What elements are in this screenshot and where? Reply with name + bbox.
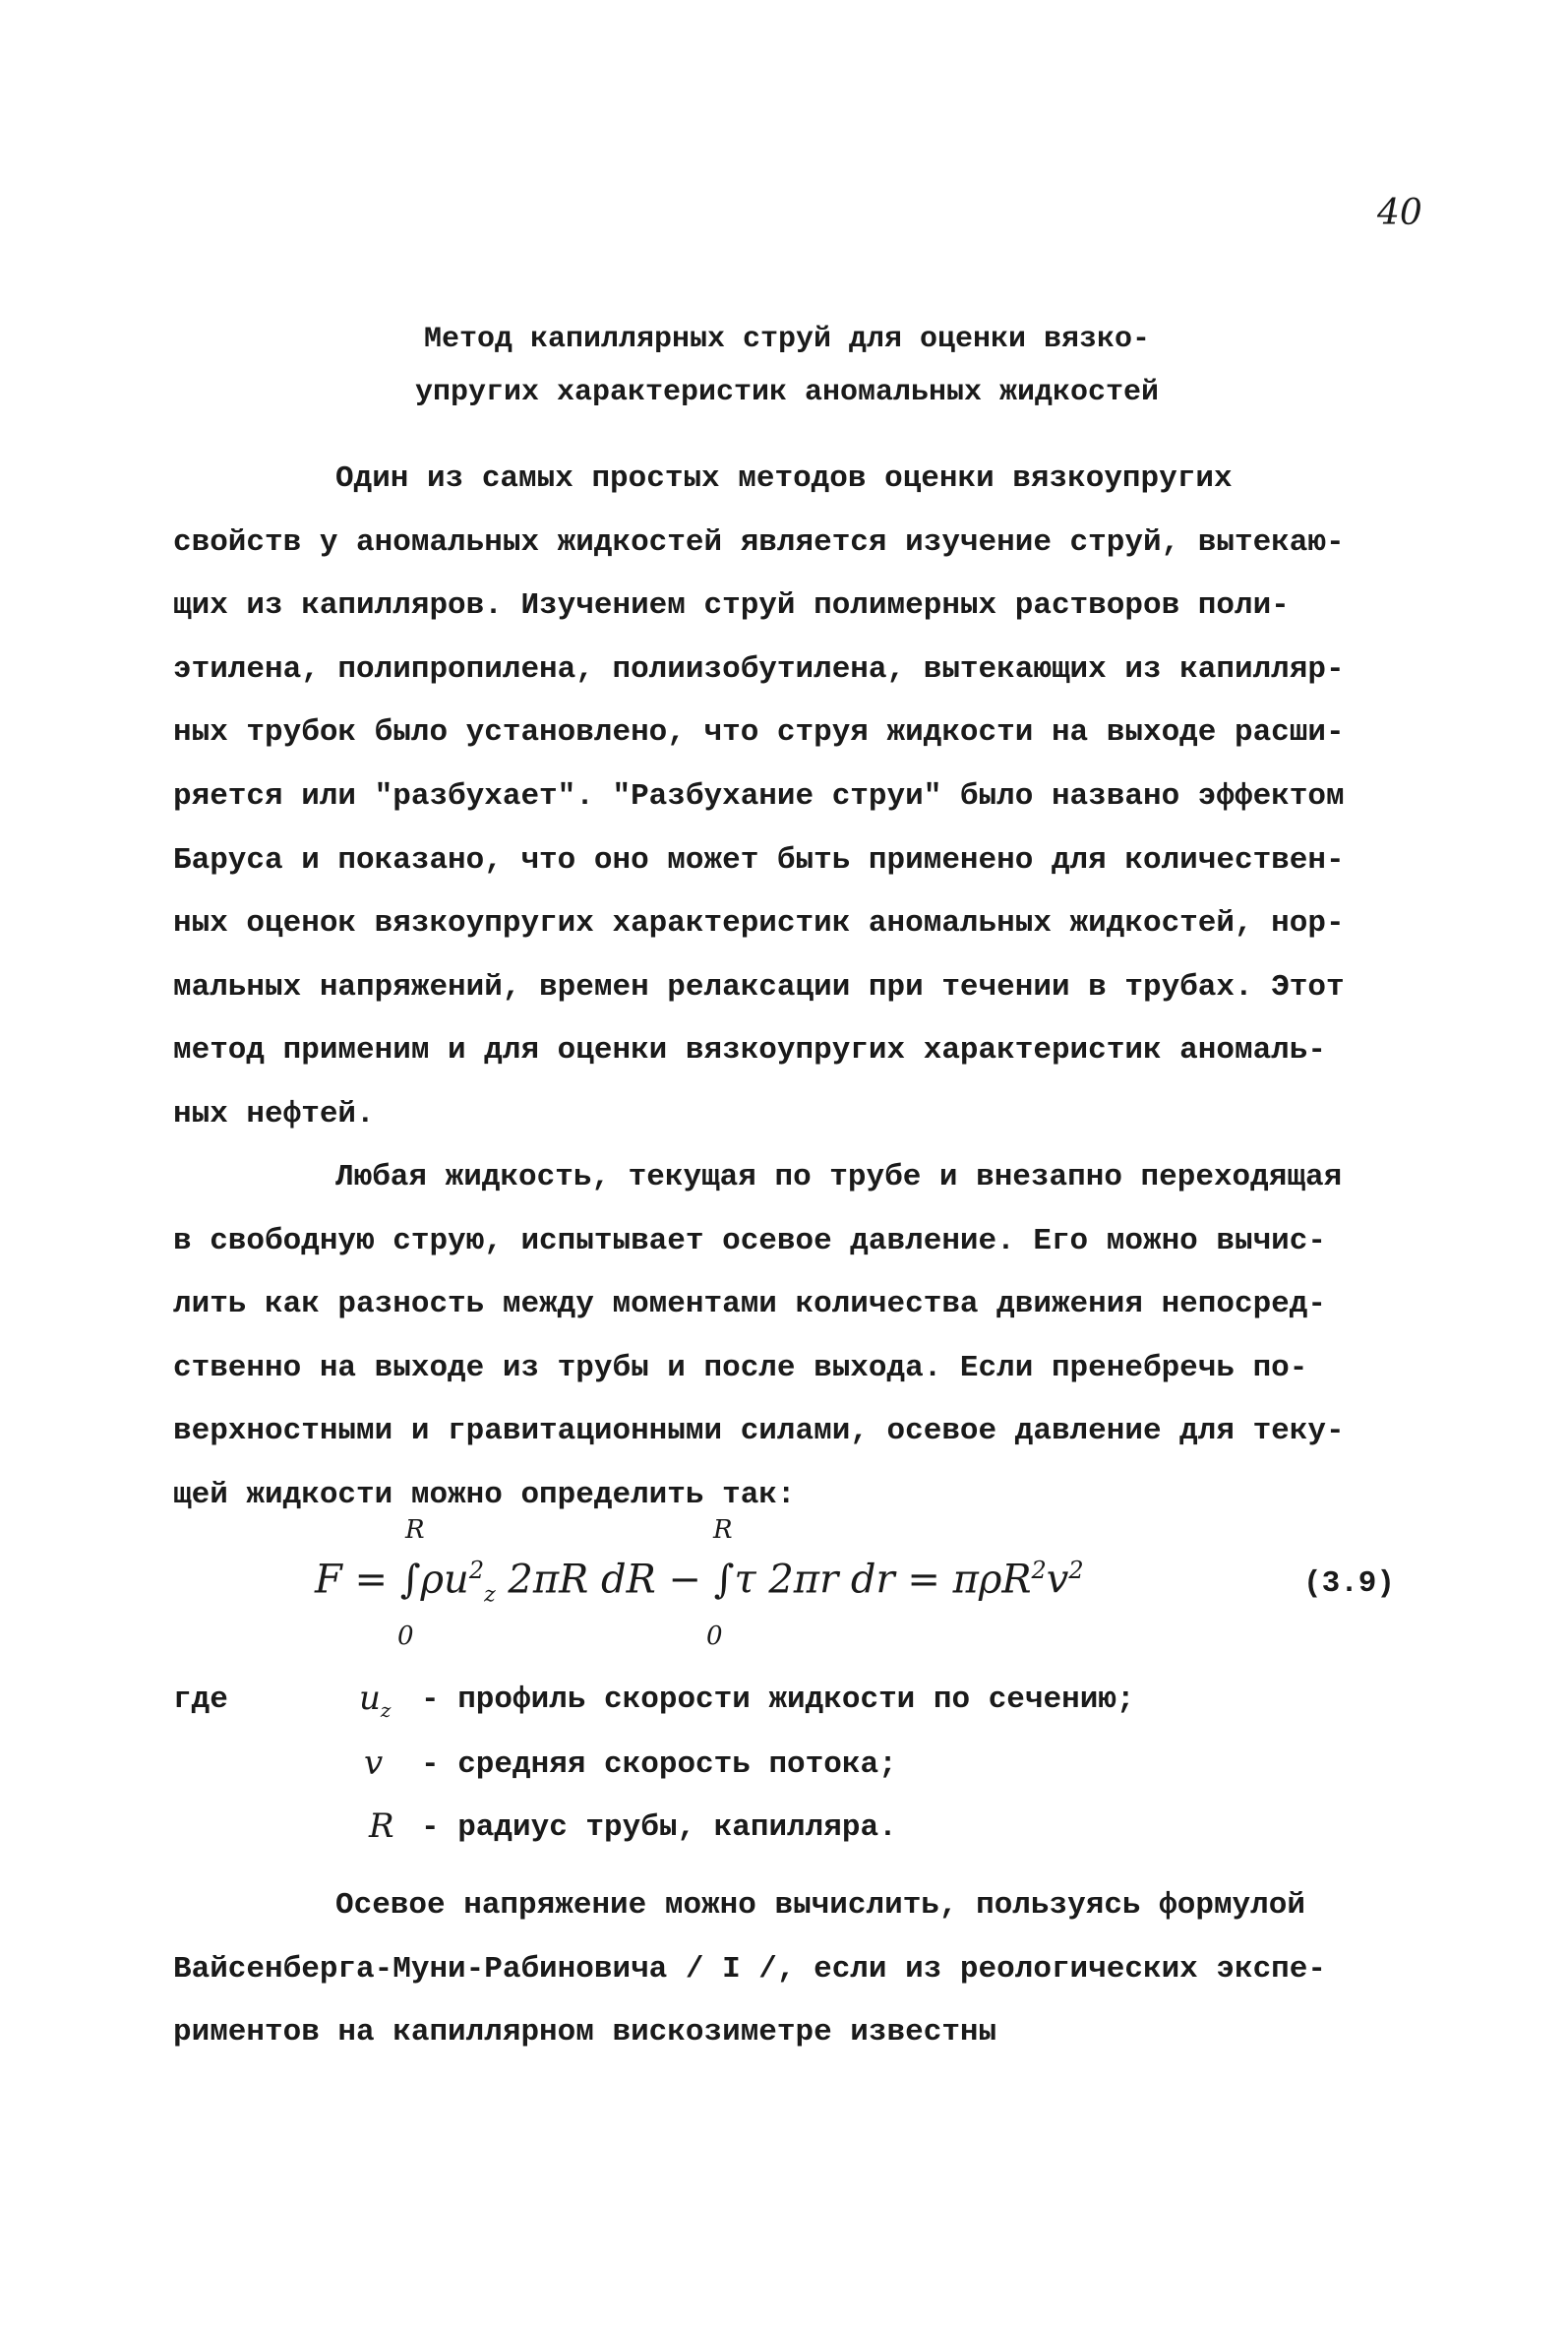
formula-expression (315, 1557, 1084, 1607)
symbol-text: v (364, 1744, 384, 1783)
handwritten-formula (315, 1515, 1141, 1663)
paragraph-line: щей жидкости можно определить так: (173, 1477, 796, 1512)
where-row-2 (0, 1744, 1568, 1806)
paragraph-3 (173, 1874, 1422, 2065)
section-title (295, 313, 1279, 419)
paragraph-line: метод применим и для оценки вязкоупругих характеристик аномаль- (173, 1033, 1326, 1069)
formula-term-1-rest: 2πR dR − (495, 1557, 714, 1603)
paragraph-line: Любая жидкость, текущая по трубе и внезапно переходящая (335, 1160, 1343, 1194)
where-label: где (173, 1683, 228, 1717)
paragraph-line: ных трубок было установлено, что струя жидкости на выходе расши- (173, 715, 1345, 751)
symbol-v (364, 1744, 383, 1783)
paragraph-line: верхностными и гравитационными силами, осевое давление для теку- (173, 1414, 1345, 1449)
paragraph-line: Вайсенберга-Муни-Рабиновича / I /, если из реологических экспе- (173, 1951, 1326, 1987)
formula-term-1-sub: z (484, 1582, 496, 1608)
title-line-2: упругих характеристик аномальных жидкостей (414, 376, 1160, 409)
formula-term-2-rest: v (1046, 1557, 1069, 1603)
paragraph-line: ственно на выходе из трубы и после выхода. Если пренебречь по- (173, 1350, 1308, 1385)
symbol-r (369, 1806, 394, 1846)
paragraph-line: Один из самых простых методов оценки вязкоупругих (335, 461, 1233, 496)
equation-number: (3.9) (1303, 1566, 1396, 1601)
formula-term-2-rest-sup: 2 (1068, 1557, 1084, 1584)
paragraph-line: ных нефтей. (173, 1096, 375, 1132)
symbol-text: R (369, 1806, 394, 1846)
paragraph-line: лить как разность между моментами количества движения непосред- (173, 1287, 1326, 1322)
symbol-sub: z (380, 1697, 392, 1722)
paragraph-line: свойств у аномальных жидкостей является изучение струй, вытекаю- (173, 524, 1345, 560)
paragraph-line: ряется или "разбухает". "Разбухание струи" было названо эффектом (173, 778, 1345, 814)
where-description: - радиус трубы, капилляра. (421, 1810, 897, 1845)
title-line-1: Метод капиллярных струй для оценки вязко- (423, 323, 1151, 356)
where-description: - средняя скорость потока; (421, 1747, 897, 1782)
integral-upper-limit: R (713, 1515, 733, 1545)
where-row-3 (0, 1806, 1568, 1869)
integral-lower-limit: 0 (706, 1621, 723, 1651)
paragraph-line: в свободную струю, испытывает осевое давление. Его можно вычис- (173, 1223, 1326, 1258)
symbol-text: u (359, 1679, 381, 1718)
integral-lower-limit: 0 (397, 1621, 414, 1651)
formula-lhs: F = (315, 1557, 388, 1603)
formula-term-2-sup: 2 (1031, 1557, 1047, 1584)
page-number: 40 (1377, 193, 1422, 233)
paragraph-2 (173, 1146, 1422, 1528)
paragraph-line: щих из капилляров. Изучением струй полимерных растворов поли- (173, 588, 1290, 624)
paragraph-line: этилена, полипропилена, полиизобутилена, вытекающих из капилляр- (173, 651, 1345, 687)
formula-term-1: ∫ρu (399, 1557, 469, 1603)
paragraph-line: ных оценок вязкоупругих характеристик аномальных жидкостей, нор- (173, 906, 1345, 942)
paragraph-line: риментов на капиллярном вискозиметре известны (173, 2015, 997, 2050)
paragraph-line: мальных напряжений, времен релаксации при течении в трубах. Этот (173, 969, 1345, 1005)
formula-term-1-sup: 2 (468, 1557, 485, 1584)
where-row-1 (0, 1679, 1568, 1742)
paragraph-line: Осевое напряжение можно вычислить, пользуясь формулой (335, 1888, 1305, 1923)
symbol-uz (359, 1679, 391, 1722)
integral-upper-limit: R (405, 1515, 425, 1545)
paragraph-line: Баруса и показано, что оно может быть применено для количествен- (173, 842, 1345, 878)
where-description: - профиль скорости жидкости по сечению; (421, 1683, 1135, 1717)
formula-term-2: ∫τ 2πr dr = πρR (713, 1557, 1032, 1603)
paragraph-1 (173, 448, 1422, 1147)
